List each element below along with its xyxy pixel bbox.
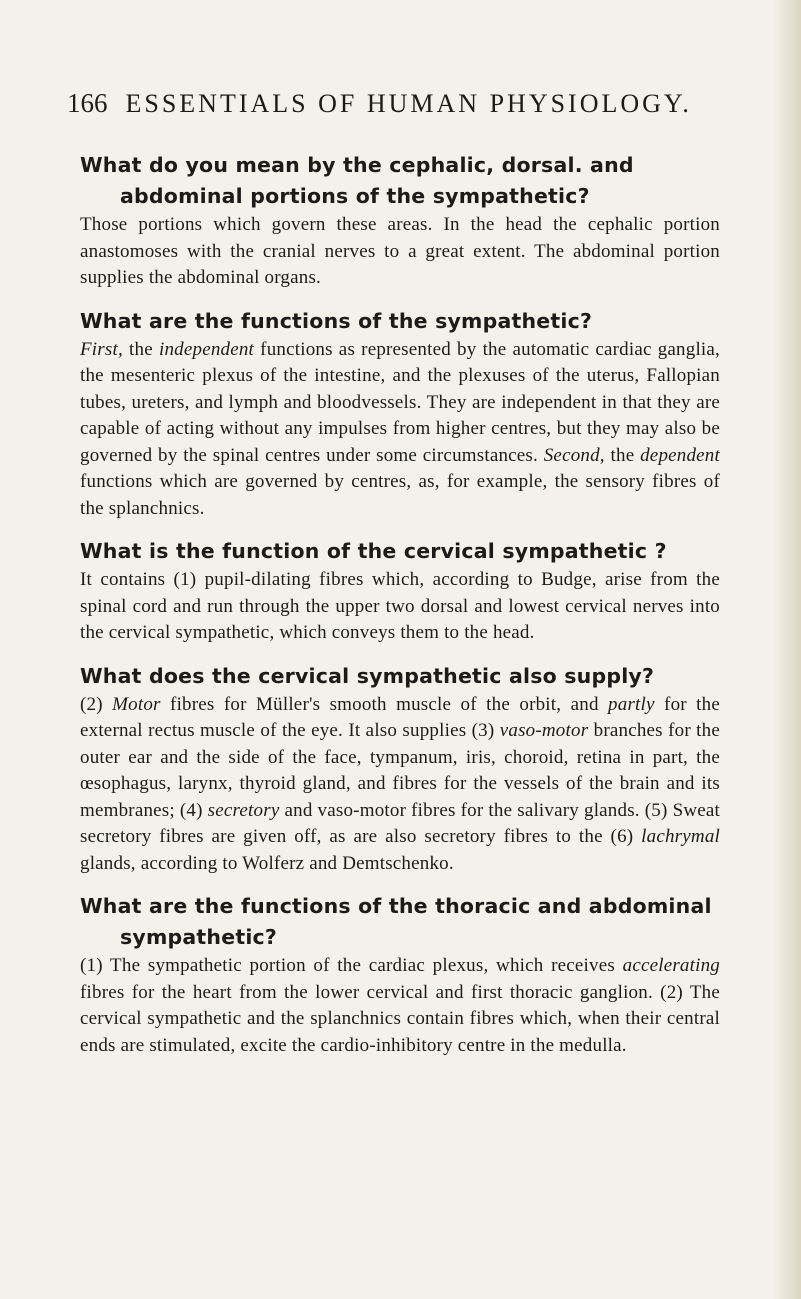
italic-term: partly [608, 693, 655, 715]
answer-text: the [122, 338, 159, 360]
italic-term: Second, [543, 444, 605, 466]
italic-term: vaso-motor [499, 720, 589, 741]
answer-text: and vaso-motor fibres for the salivary glands. (5) Sweat secretory fibres are given off, as are also secretory fibres to the (6) [80, 799, 720, 847]
running-title: ESSENTIALS OF HUMAN PHYSIOLOGY. [125, 89, 692, 118]
answer-text: (2) [80, 693, 113, 715]
italic-term: secretory [207, 799, 280, 821]
italic-term: independent [158, 338, 255, 360]
italic-term: First, [80, 338, 123, 360]
italic-term: Motor [112, 693, 161, 715]
italic-term: dependent [640, 444, 720, 466]
answer-paragraph [80, 337, 720, 523]
answer-text: fibres for Müller's smooth muscle of the orbit, and [160, 693, 609, 715]
answer-text: glands, according to Wolferz and Demtschenko. [80, 852, 454, 874]
answer-paragraph [80, 567, 720, 647]
question-heading: What are the functions of the thoracic and abdominal sympathetic? [80, 894, 712, 949]
answer-paragraph [80, 953, 720, 1059]
italic-term: accelerating [622, 955, 720, 976]
answer-text: functions which are governed by centres, as, for example, the sensory fibres of the splanchnics. [80, 471, 720, 519]
answer-text: It contains (1) pupil-dilating fibres which, according to Budge, arise from the spinal cord and run through the upper two dorsal and lowest cervical nerves into the cervical sympathetic, which conveys them to the head. [80, 569, 720, 643]
answer-text: fibres for the heart from the lower cervical and first thoracic ganglion. (2) The cervical sympathetic and the splanchnics contain fibres which, when their central ends are stimulated, excite the cardio-inhibitory centre in the medulla. [80, 981, 720, 1056]
question-heading: What is the function of the cervical sympathetic ? [80, 539, 667, 563]
page-body [80, 150, 720, 1073]
answer-text: Those portions which govern these areas. In the head the cephalic portion anastomoses with the cranial nerves to a great extent. The abdominal portion supplies the abdominal organs. [80, 214, 720, 288]
answer-text: for the external rectus muscle of the eye. It also supplies (3) [80, 693, 720, 741]
answer-text: the [604, 444, 641, 466]
page-edge-shadow [773, 0, 801, 1299]
answer-text: branches for the outer ear and the side of the face, tympanum, iris, choroid, retina in part, the œsophagus, larynx, thyroid gland, and fibres for the vessels of the brain and its membranes; (4) [80, 720, 720, 821]
answer-paragraph [80, 692, 720, 878]
answer-paragraph [80, 212, 720, 292]
question-heading: What are the functions of the sympathetic? [80, 308, 593, 333]
page-number: 166 [67, 88, 108, 118]
question-heading: What do you mean by the cephalic, dorsal. and abdominal portions of the sympathetic? [80, 153, 634, 208]
question-heading: What does the cervical sympathetic also supply? [80, 663, 655, 688]
answer-text: functions as represented by the automatic cardiac ganglia, the mesenteric plexus of the intestine, and the plexuses of the uterus, Fallopian tubes, ureters, and lymph and bloodvessels. They are independent in that they are capable of acting without any impulses from higher centres, but they may also be governed by the spinal centres under some circumstances. [80, 338, 720, 466]
italic-term: lachrymal [641, 826, 720, 847]
running-head [67, 88, 707, 119]
answer-text: (1) The sympathetic portion of the cardiac plexus, which receives [80, 955, 623, 976]
